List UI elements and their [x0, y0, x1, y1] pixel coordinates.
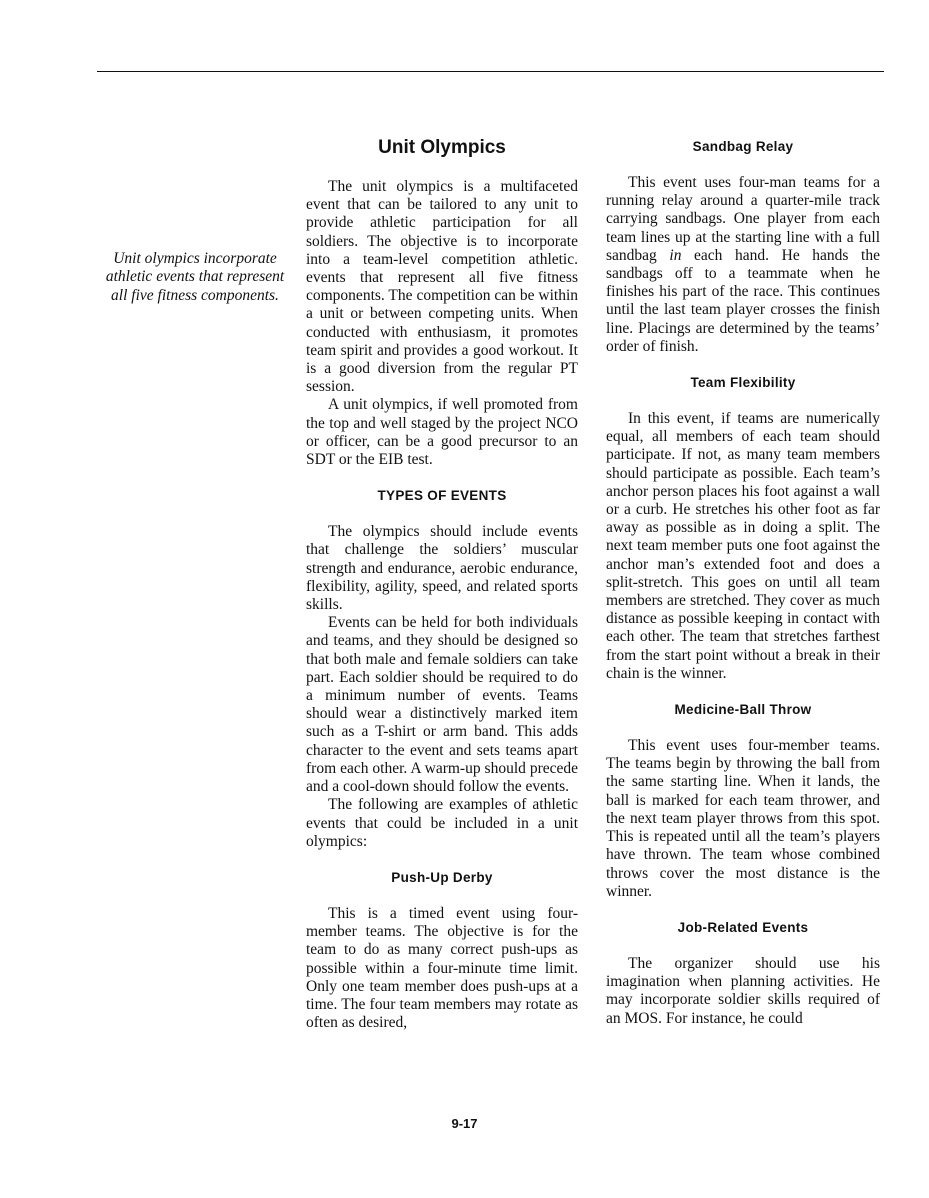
sandbag-text-start: This event uses four-man teams for a running relay around a quarter-mile track carrying sandbags. One player from each team lines up at the starting line with a full sandbag — [606, 174, 880, 264]
team-flexibility-heading: Team Flexibility — [690, 375, 796, 391]
job-related-events-heading: Job-Related Events — [677, 919, 809, 935]
job-related-events-paragraph: The organizer should use his imagination when planning activities. He may incorporate soldier skills required of an MOS. For instance, he could — [606, 954, 880, 1027]
sandbag-relay-heading: Sandbag Relay — [692, 139, 794, 154]
medicine-ball-throw-heading: Medicine-Ball Throw — [674, 702, 812, 718]
page-title: Unit Olympics — [378, 137, 506, 158]
margin-note: Unit olympics incorporate athletic events that represent all five fitness components. — [105, 250, 285, 304]
types-of-events-heading: TYPES OF EVENTS — [377, 488, 507, 504]
page-number: 9-17 — [451, 1116, 478, 1131]
main-column — [306, 136, 578, 1032]
push-up-derby-paragraph: This is a timed event using four-member teams. The objective is for the team to do as many correct push-ups as possible within a four-minute time limit. Only one team member does push-ups at a time. The four team members may rotate as often as desired, — [306, 904, 578, 1032]
intro-paragraph-1: The unit olympics is a multifaceted event that can be tailored to any unit to provide athletic participation for all soldiers. The objective is to incorporate into a team-level competition athletic. events that represent all five fitness components. The competition can be within a unit or between competing units. When conducted with enthusiasm, it promotes team spirit and provides a good workout. It is a good diversion from the regular PT session. — [306, 178, 578, 396]
team-flexibility-paragraph: In this event, if teams are numerically equal, all members of each team should participate. If not, as many team members should participate as possible. Each team’s anchor person places his foot against a wall or a curb. He stretches his other foot as far away as possible as in doing a split. The next team member puts one foot against the anchor man’s extended foot and does a split-stretch. This goes on until all team members are stretched. They cover as much distance as possible keeping in contact with each other. The team that stretches farthest from the start point without a break in their chain is the winner. — [606, 410, 880, 682]
top-rule — [97, 71, 884, 72]
right-column — [606, 136, 880, 1028]
push-up-derby-heading: Push-Up Derby — [391, 869, 493, 885]
types-paragraph-2: Events can be held for both individuals and teams, and they should be designed so that both male and female soldiers can take part. Each soldier should be required to do a minimum number of events. Teams should wear a distinctively marked item such as a T-shirt or arm band. This adds character to the event and sets teams apart from each other. A warm-up should precede and a cool-down should follow the events. — [306, 614, 578, 796]
intro-paragraph-2: A unit olympics, if well promoted from the top and well staged by the project NCO or officer, can be a good precursor to an SDT or the EIB test. — [306, 396, 578, 469]
sandbag-text-end: each hand. He hands the sandbags off to a teammate when he finishes his part of the race. This continues until the last team player crosses the finish line. Placings are determined by the teams’ order of finish. — [606, 246, 880, 355]
types-paragraph-1: The olympics should include events that challenge the soldiers’ muscular strength and endurance, aerobic endurance, flexibility, agility, speed, and related sports skills. — [306, 523, 578, 614]
sandbag-text-emphasis: in — [669, 246, 682, 264]
sandbag-relay-paragraph — [606, 174, 880, 356]
types-paragraph-3: The following are examples of athletic events that could be included in a unit olympics: — [306, 796, 578, 850]
medicine-ball-throw-paragraph: This event uses four-member teams. The teams begin by throwing the ball from the same starting line. When it lands, the ball is marked for each team thrower, and the next team player throws from this spot. This is repeated until all the team’s players have thrown. The team whose combined throws cover the most distance is the winner. — [606, 737, 880, 900]
